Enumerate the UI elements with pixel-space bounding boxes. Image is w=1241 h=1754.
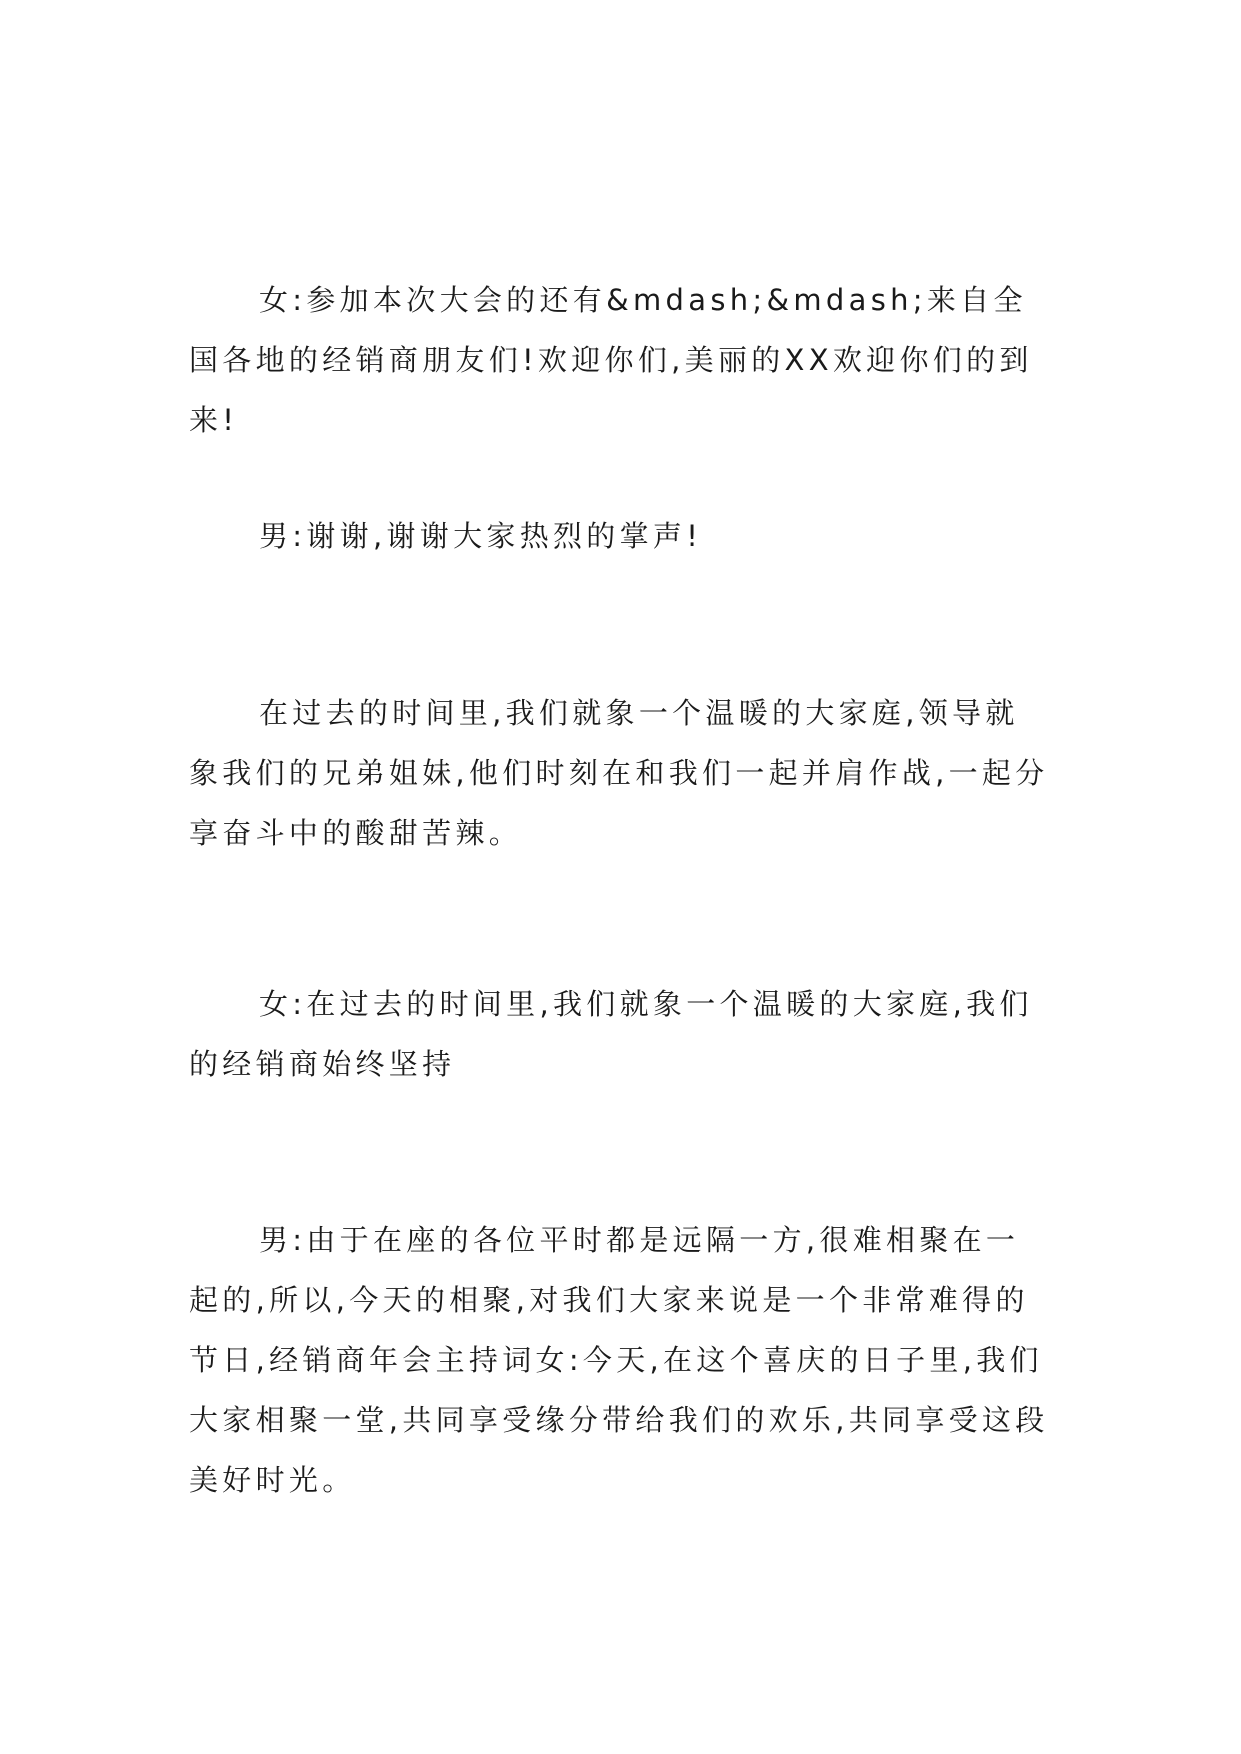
paragraph-4: 女:在过去的时间里,我们就象一个温暖的大家庭,我们的经销商始终坚持 — [189, 987, 1033, 1081]
paragraph-5: 男:由于在座的各位平时都是远隔一方,很难相聚在一起的,所以,今天的相聚,对我们大家来说是一个非常难得的节日,经销商年会主持词女:今天,在这个喜庆的日子里,我们大家相聚一堂,共同享受缘分带给我们的欢乐,共同享受这段美好时光。 — [189, 1223, 1049, 1497]
paragraph-2: 男:谢谢,谢谢大家热烈的掌声! — [259, 519, 703, 553]
paragraph-1: 女:参加本次大会的还有&mdash;&mdash;来自全国各地的经销商朋友们!欢迎你们,美丽的XX欢迎你们的到来! — [189, 283, 1033, 437]
paragraph-3: 在过去的时间里,我们就象一个温暖的大家庭,领导就象我们的兄弟姐妹,他们时刻在和我们一起并肩作战,一起分享奋斗中的酸甜苦辣。 — [189, 696, 1049, 850]
